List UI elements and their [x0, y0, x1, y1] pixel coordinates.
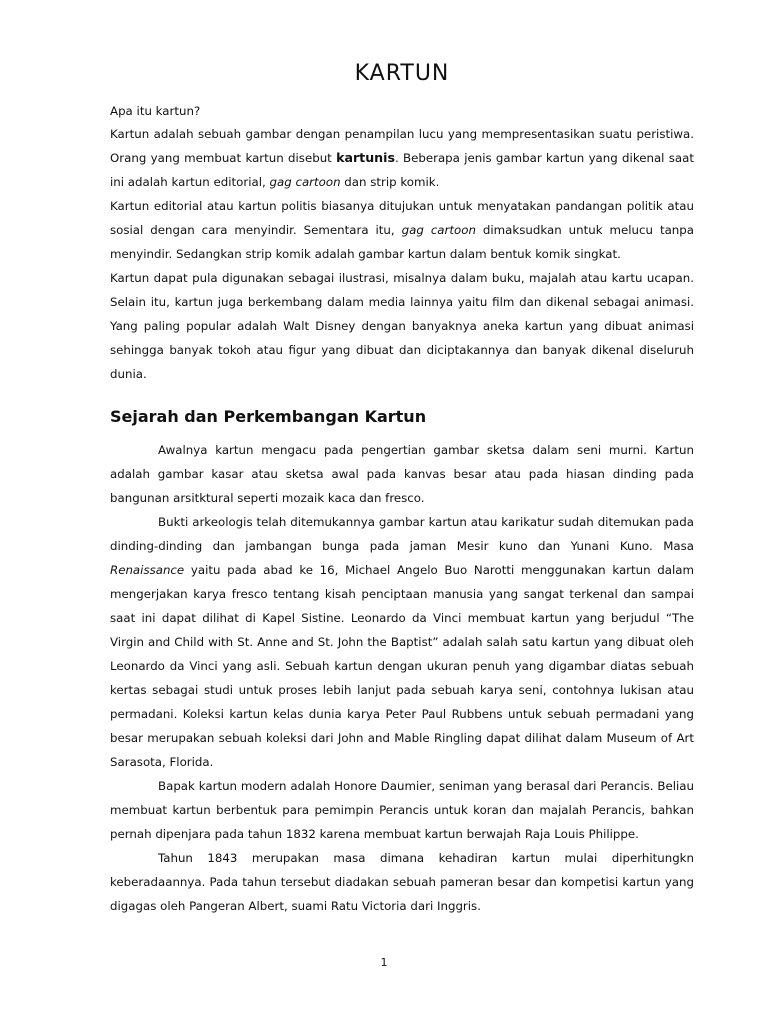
- section-heading: Sejarah dan Perkembangan Kartun: [110, 407, 427, 426]
- text-run: dan strip komik.: [340, 175, 440, 189]
- text-run: dimaksudkan untuk melucu tanpa menyindir. Sedangkan strip komik adalah gambar kartun dalam bentuk komik singkat.: [110, 223, 694, 261]
- text-run: yaitu pada abad ke 16, Michael Angelo Buo Narotti menggunakan kartun dalam mengerjakan karya fresco tentang kisah penciptaan manusia yang sangat terkenal dan sampai saat ini dapat dilihat di Kapel Sistine. Leonardo da Vinci membuat kartun yang berjudul “The Virgin and Child with St. Anne and St. John the Baptist” adalah salah satu kartun yang dibuat oleh Leonardo da Vinci yang asli. Sebuah kartun dengan ukuran penuh yang digambar diatas sebuah kertas sebagai studi untuk proses lebih lanjut pada sebuah karya seni, contohnya lukisan atau permadani. Koleksi kartun kelas dunia karya Peter Paul Rubbens untuk sebuah permadani yang besar merupakan sebuah koleksi dari John and Mable Ringling dapat dilihat dalam Museum of Art Sarasota, Florida.: [110, 563, 694, 769]
- term-kartunis: kartunis: [336, 150, 395, 165]
- intro-question: Apa itu kartun?: [110, 104, 201, 118]
- term-renaissance: Renaissance: [110, 563, 185, 577]
- paragraph-definition: [110, 122, 694, 194]
- paragraph-history-4: Tahun 1843 merupakan masa dimana kehadiran kartun mulai diperhitungkn keberadaannya. Pada tahun tersebut diadakan sebuah pameran besar dan kompetisi kartun yang digagas oleh Pangeran Albert, suami Ratu Victoria dari Inggris.: [110, 851, 694, 913]
- paragraph-history-1: Awalnya kartun mengacu pada pengertian gambar sketsa dalam seni murni. Kartun adalah gambar kasar atau sketsa awal pada kanvas besar atau pada hiasan dinding pada bangunan arsitktural seperti mozaik kaca dan fresco.: [110, 443, 694, 505]
- term-gag-cartoon: gag cartoon: [269, 175, 341, 189]
- paragraph-illustration: Kartun dapat pula digunakan sebagai ilustrasi, misalnya dalam buku, majalah atau kartu ucapan. Selain itu, kartun juga berkembang dalam media lainnya yaitu film dan dikenal sebagai animasi. Yang paling popular adalah Walt Disney dengan banyaknya aneka kartun yang dibuat animasi sehingga banyak tokoh atau figur yang dibuat dan diciptakannya dan banyak dikenal diseluruh dunia.: [110, 271, 694, 381]
- paragraph-history-2: [110, 510, 694, 774]
- text-run: Kartun editorial atau kartun politis biasanya ditujukan untuk menyatakan pandangan politik atau sosial dengan cara menyindir. Sementara itu,: [110, 199, 694, 237]
- document-title: KARTUN: [354, 61, 450, 86]
- paragraph-editorial: [110, 194, 694, 266]
- text-run: Bukti arkeologis telah ditemukannya gambar kartun atau karikatur sudah ditemukan pada dinding-dinding dan jambangan bunga pada jaman Mesir kuno dan Yunani Kuno. Masa: [110, 515, 694, 553]
- term-gag-cartoon: gag cartoon: [401, 223, 476, 237]
- paragraph-history-3: Bapak kartun modern adalah Honore Daumier, seniman yang berasal dari Perancis. Beliau membuat kartun berbentuk para pemimpin Perancis untuk koran dan majalah Perancis, bahkan pernah dipenjara pada tahun 1832 karena membuat kartun berwajah Raja Louis Philippe.: [110, 779, 694, 841]
- text-run: Kartun adalah sebuah gambar dengan penampilan lucu yang mempresentasikan suatu peristiwa. Orang yang membuat kartun disebut: [110, 127, 694, 165]
- page-number: 1: [380, 956, 388, 969]
- text-run: . Beberapa jenis gambar kartun yang dikenal saat ini adalah kartun editorial,: [110, 151, 694, 189]
